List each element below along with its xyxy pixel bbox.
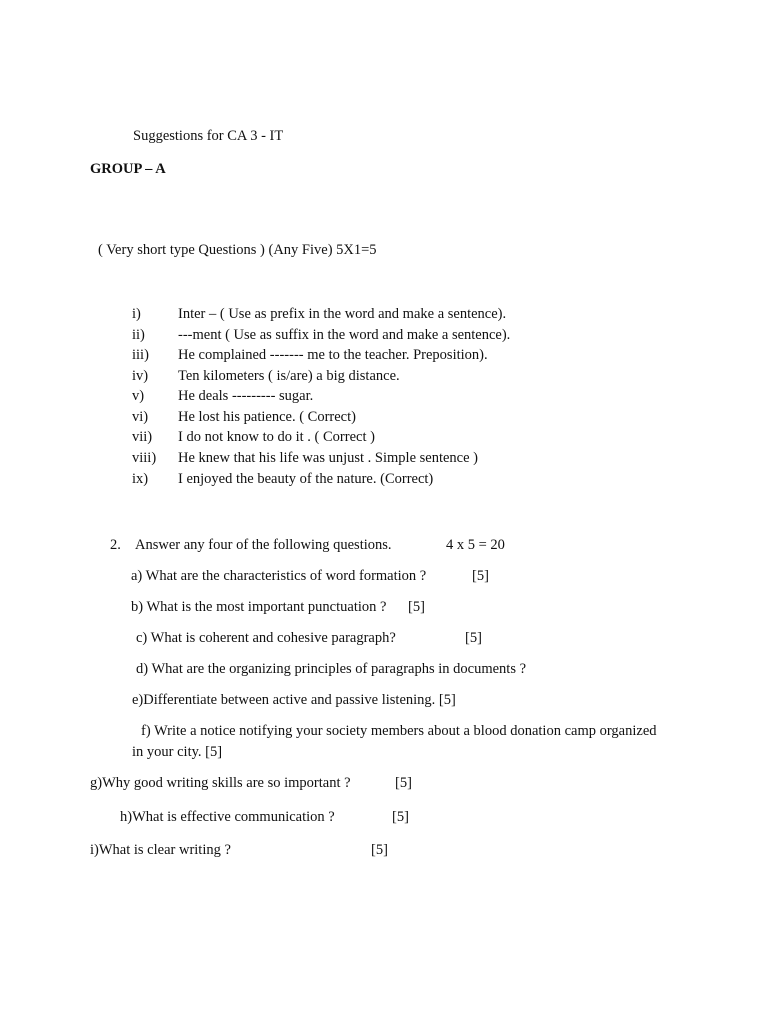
question-text: e)Differentiate between active and passive listening. [5] [132, 692, 456, 708]
item-text: He knew that his life was unjust . Simple sentence ) [178, 450, 479, 466]
question-text: g)Why good writing skills are so important ? [90, 775, 351, 791]
question-text: a) What are the characteristics of word formation ? [131, 568, 427, 584]
item-text: Inter – ( Use as prefix in the word and make a sentence). [178, 306, 507, 322]
question-text: b) What is the most important punctuation ? [131, 599, 387, 615]
item-number: i) [132, 306, 141, 322]
question-marks: [5] [371, 842, 388, 858]
question-marks: [5] [392, 809, 409, 825]
item-text: I enjoyed the beauty of the nature. (Correct) [178, 471, 434, 487]
question-text: c) What is coherent and cohesive paragraph? [136, 630, 396, 646]
item-number: ii) [132, 327, 145, 343]
item-number: vi) [132, 409, 149, 425]
item-number: vii) [132, 429, 153, 445]
item-text: ---ment ( Use as suffix in the word and make a sentence). [178, 327, 511, 343]
question-continuation: in your city. [5] [132, 744, 223, 760]
item-text: He lost his patience. ( Correct) [178, 409, 356, 425]
item-text: I do not know to do it . ( Correct ) [178, 429, 375, 445]
item-text: He deals --------- sugar. [178, 388, 314, 404]
section2-instruction: Answer any four of the following questions. [135, 537, 392, 553]
item-number: iv) [132, 368, 149, 384]
item-number: iii) [132, 347, 149, 363]
section1-instruction: ( Very short type Questions ) (Any Five) 5X1=5 [98, 242, 377, 258]
question-text: h)What is effective communication ? [120, 809, 335, 825]
item-text: He complained ------- me to the teacher. Preposition). [178, 347, 488, 363]
document-heading: Suggestions for CA 3 - IT [133, 128, 284, 144]
question-text: f) Write a notice notifying your society members about a blood donation camp organized [141, 723, 657, 739]
question-marks: [5] [408, 599, 425, 615]
item-text: Ten kilometers ( is/are) a big distance. [178, 368, 400, 384]
item-number: v) [132, 388, 145, 404]
section2-number: 2. [110, 537, 121, 553]
section2-marks: 4 x 5 = 20 [446, 537, 505, 553]
item-number: viii) [132, 450, 157, 466]
question-marks: [5] [395, 775, 412, 791]
question-marks: [5] [472, 568, 489, 584]
item-number: ix) [132, 471, 149, 487]
question-text: i)What is clear writing ? [90, 842, 231, 858]
group-heading: GROUP – A [90, 161, 166, 177]
question-text: d) What are the organizing principles of paragraphs in documents ? [136, 661, 527, 677]
question-marks: [5] [465, 630, 482, 646]
